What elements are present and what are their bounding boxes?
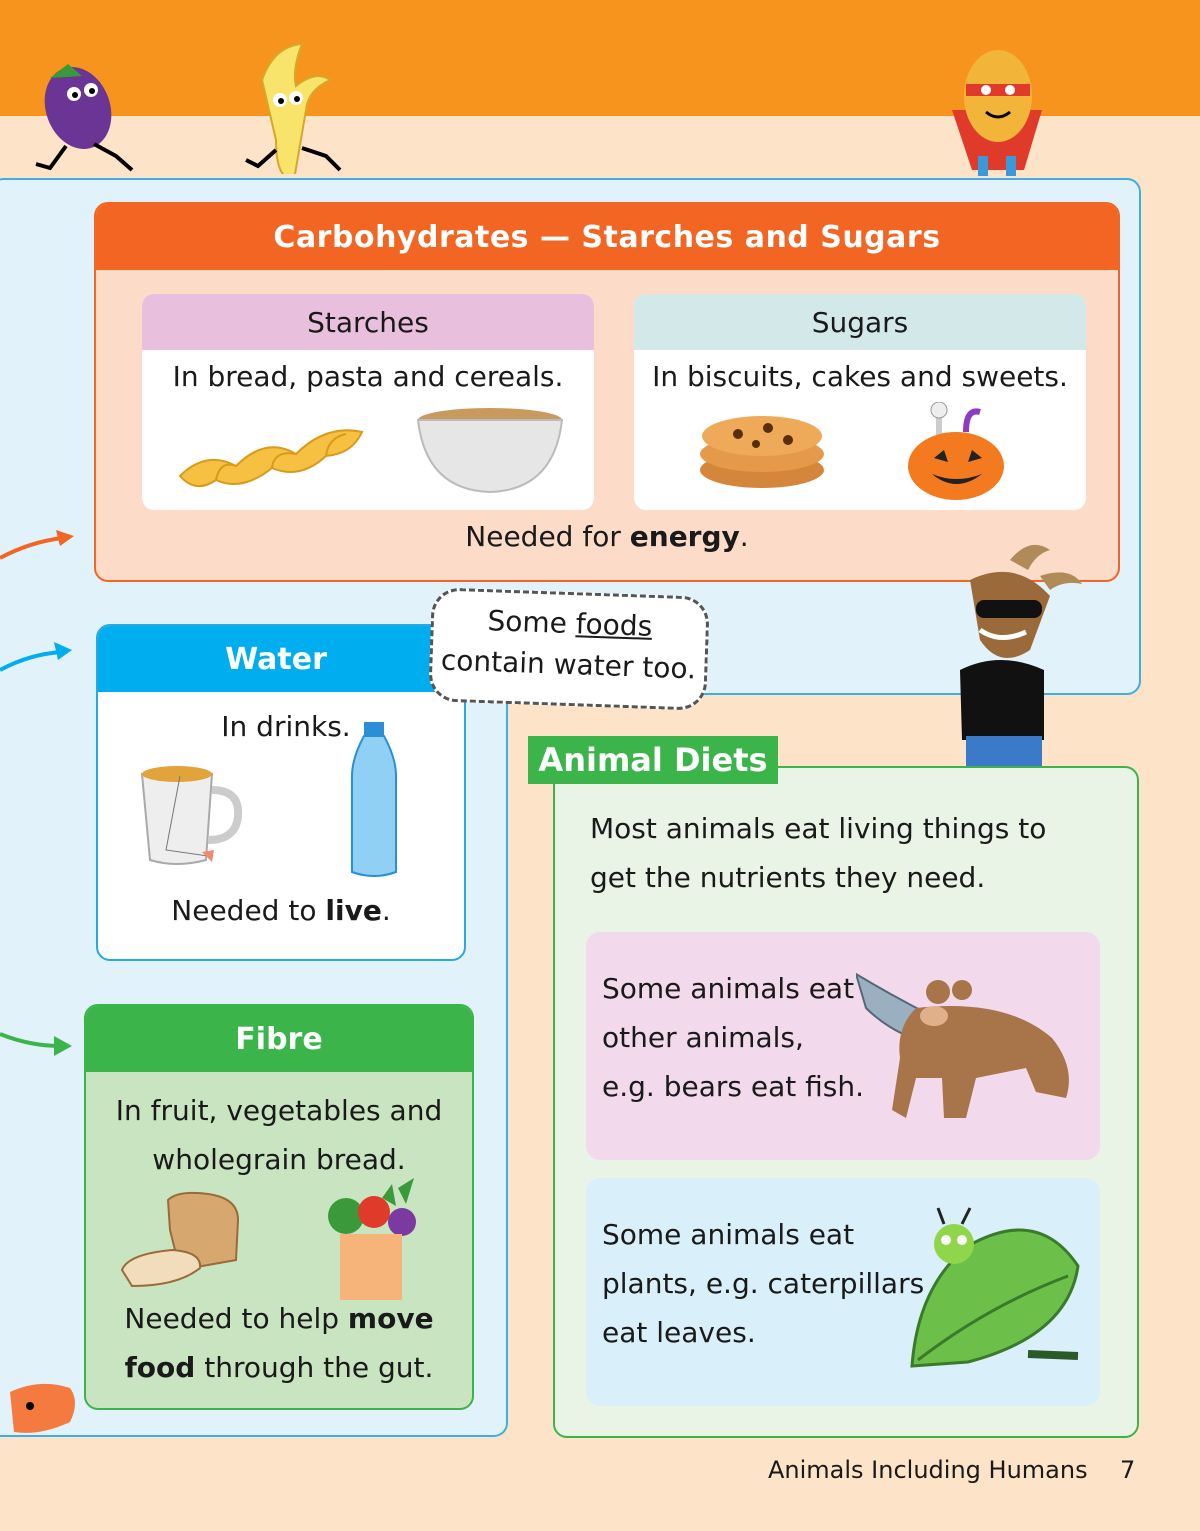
live-keyword: live <box>325 894 382 927</box>
carnivore-card <box>586 932 1100 1160</box>
water-text: In drinks. <box>221 710 351 743</box>
carrot-character-icon <box>0 1372 100 1438</box>
superhero-potato-icon <box>932 40 1062 180</box>
food-keyword: food <box>124 1351 196 1384</box>
callout-line-1: Some foods <box>486 604 653 643</box>
herbivore-card <box>586 1178 1100 1406</box>
starches-card <box>142 294 594 510</box>
animal-diets-intro: Most animals eat living things to get the nutrients they need. <box>590 812 1047 894</box>
pumpkin-sweets-icon <box>906 402 1006 500</box>
fibre-footer: Needed to help move food through the gut. <box>124 1302 434 1384</box>
goat-with-sunglasses-icon <box>940 540 1090 766</box>
fibre-box <box>84 1004 474 1410</box>
move-keyword: move <box>347 1302 434 1335</box>
water-callout <box>428 587 710 711</box>
green-arrow-icon <box>0 1028 80 1064</box>
vegetable-bag-icon <box>322 1178 438 1302</box>
running-aubergine-icon <box>16 60 146 176</box>
carbohydrates-title: Carbohydrates — Starches and Sugars <box>96 204 1118 270</box>
blue-arrow-icon <box>0 640 80 676</box>
carbohydrates-box <box>94 202 1120 582</box>
bear-with-fish-icon <box>856 968 1086 1124</box>
running-banana-icon <box>222 40 352 174</box>
bread-loaf-icon <box>118 1190 242 1290</box>
starches-label: Starches <box>142 294 594 350</box>
fibre-title: Fibre <box>86 1006 472 1072</box>
page-number: 7 <box>1120 1456 1136 1484</box>
water-box <box>96 624 466 961</box>
starches-text: In bread, pasta and cereals. <box>172 360 564 393</box>
carbohydrates-footer: Needed for energy. <box>465 520 749 553</box>
pasta-icon <box>176 410 366 490</box>
biscuits-icon <box>698 412 828 492</box>
water-bottle-icon <box>348 720 400 882</box>
sugars-text: In biscuits, cakes and sweets. <box>652 360 1068 393</box>
herbivore-text: Some animals eat plants, e.g. caterpillars eat leaves. <box>602 1218 925 1349</box>
footer-section-title: Animals Including Humans <box>768 1456 1088 1484</box>
cereal-bowl-icon <box>416 406 566 496</box>
fibre-text: In fruit, vegetables and wholegrain bread. <box>115 1094 443 1176</box>
carnivore-text: Some animals eat other animals, e.g. bears eat fish. <box>602 972 864 1103</box>
energy-keyword: energy <box>629 520 740 553</box>
orange-arrow-icon <box>0 528 80 564</box>
mug-of-tea-icon <box>136 760 248 870</box>
sugars-label: Sugars <box>634 294 1086 350</box>
caterpillar-on-leaf-icon <box>908 1206 1088 1370</box>
water-title: Water <box>98 626 464 692</box>
sugars-card <box>634 294 1086 510</box>
animal-diets-title: Animal Diets <box>528 736 778 784</box>
water-footer: Needed to live. <box>171 894 391 927</box>
callout-line-2: contain water too. <box>440 643 697 686</box>
